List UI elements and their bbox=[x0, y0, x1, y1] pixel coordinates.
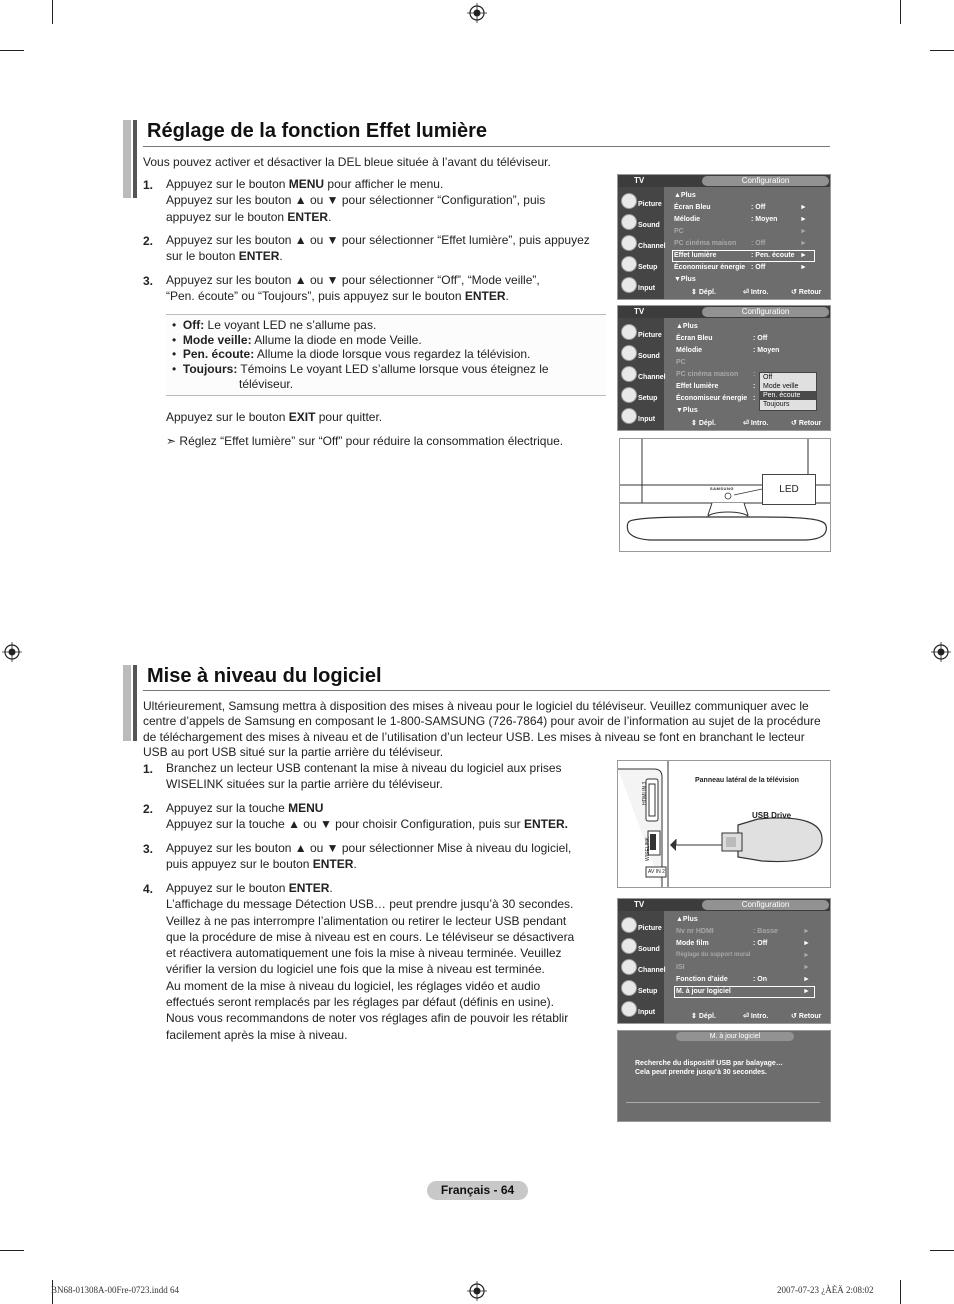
osd-hint-back: Retour bbox=[798, 1013, 822, 1020]
input-icon bbox=[621, 408, 637, 424]
setup-icon bbox=[621, 980, 637, 996]
step-text: Appuyez sur la touche bbox=[166, 801, 289, 815]
step-text: Appuyez sur les bouton ▲ ou ▼ pour sélectionner “Effet lumière”, puis appuyez bbox=[166, 233, 590, 247]
step-text: Appuyez sur le bouton bbox=[166, 177, 289, 191]
crop-mark bbox=[0, 50, 24, 51]
step-text: sur le bouton bbox=[166, 249, 239, 264]
port-label: WISELINK bbox=[645, 837, 651, 861]
step-text: Au moment de la mise à niveau du logiciel, les réglages vidéo et audio bbox=[166, 978, 541, 993]
step-text: Nous vous recommandons de noter vos réglages afin de pouvoir les rétablir bbox=[166, 1011, 569, 1026]
arrow-right-icon: ► bbox=[800, 216, 807, 223]
osd-side-label: Setup bbox=[638, 395, 658, 402]
osd-row-value: : Off bbox=[751, 264, 766, 271]
step-text: “Pen. écoute” ou “Toujours”, puis appuyez sur le bouton bbox=[166, 289, 465, 304]
brand-logo: SAMSUNG bbox=[710, 486, 734, 491]
step-text: que la procédure de mise à niveau est en cours. Le téléviseur se désactivera bbox=[166, 929, 575, 944]
registration-mark-icon bbox=[2, 642, 22, 662]
osd-hint-move: Dépl. bbox=[698, 1013, 716, 1020]
osd-row-label: Économiseur énergie bbox=[676, 395, 748, 402]
osd-hint-enter: Intro. bbox=[750, 1013, 769, 1020]
osd-row-label: PC bbox=[674, 228, 684, 235]
step-text: Appuyez sur les bouton ▲ ou ▼ pour sélectionner “Configuration”, puis bbox=[166, 193, 546, 208]
option-term: Off: bbox=[182, 318, 205, 332]
osd-row-label: Fonction d’aide bbox=[676, 976, 728, 983]
step-text: L’affichage du message Détection USB… peut prendre jusqu’à 30 secondes. bbox=[166, 897, 574, 912]
section-bar bbox=[133, 665, 137, 741]
dialog-divider bbox=[626, 1102, 820, 1103]
osd-more-down: ▼Plus bbox=[674, 276, 696, 283]
osd-side-label: Sound bbox=[638, 222, 660, 229]
step-number: 2. bbox=[143, 234, 154, 248]
arrow-right-icon: ► bbox=[803, 976, 810, 983]
setup-icon bbox=[621, 256, 637, 272]
step-number: 2. bbox=[143, 802, 154, 816]
step-text: . bbox=[279, 249, 283, 264]
sound-icon bbox=[621, 938, 637, 954]
dialog-title: M. à jour logiciel bbox=[676, 1032, 794, 1041]
arrow-right-icon: ► bbox=[800, 204, 807, 211]
arrow-right-icon: ► bbox=[803, 940, 810, 947]
osd-side-label: Input bbox=[638, 1009, 656, 1016]
osd-row-label: Mode film bbox=[676, 940, 709, 947]
intro-line: de téléchargement des mises à niveau et de l’utilisation d’un lecteur USB. Les mises à niveau se font en branchant le lecteur bbox=[143, 729, 805, 744]
key-label: EXIT bbox=[288, 410, 316, 424]
osd-title: Configuration bbox=[702, 176, 829, 186]
osd-hint-enter: Intro. bbox=[750, 289, 769, 296]
arrow-right-icon: ► bbox=[800, 240, 807, 247]
section-title: Réglage de la fonction Effet lumière bbox=[147, 120, 488, 142]
osd-row-label: Nv nr HDMI bbox=[676, 928, 714, 935]
arrow-right-icon: ► bbox=[803, 988, 810, 995]
intro-line: centre d’appels de Samsung en composant le 1-800-SAMSUNG (726-7864) pour avoir de l’information au sujet de la procédure bbox=[143, 714, 821, 729]
osd-row-label: Effet lumière bbox=[674, 252, 717, 259]
osd-side-label: Setup bbox=[638, 988, 658, 995]
option-item: • Toujours: Témoins Le voyant LED s’allume lorsque vous éteignez le bbox=[172, 362, 549, 376]
osd-row-value: : Off bbox=[751, 204, 766, 211]
osd-more-up: ▲Plus bbox=[674, 192, 696, 199]
step-text: Appuyez sur la touche ▲ ou ▼ pour choisir Configuration, puis sur bbox=[166, 817, 524, 832]
osd-hint-move: Dépl. bbox=[698, 289, 716, 296]
option-item: • Pen. écoute: Allume la diode lorsque vous regardez la télévision. bbox=[172, 347, 531, 361]
page-number: Français - 64 bbox=[427, 1181, 528, 1200]
osd-row-value: : bbox=[753, 395, 756, 402]
tip-arrow-icon: ➣ bbox=[166, 434, 177, 448]
led-illustration bbox=[619, 438, 831, 552]
osd-hint: ⏎ Intro. bbox=[743, 420, 769, 427]
osd-row-label: Réglage du support mural bbox=[676, 952, 751, 958]
osd-row-value: : Moyen bbox=[753, 347, 780, 354]
option-desc: téléviseur. bbox=[239, 377, 294, 391]
osd-hint: ⏎ Intro. bbox=[743, 1013, 769, 1020]
usb-illustration bbox=[617, 760, 831, 888]
arrow-right-icon: ► bbox=[803, 928, 810, 935]
step-text bbox=[166, 232, 590, 265]
arrow-right-icon: ► bbox=[803, 952, 810, 959]
step-number: 3. bbox=[143, 274, 154, 288]
osd-row-label: Écran Bleu bbox=[674, 204, 711, 211]
exit-text: Appuyez sur le bouton bbox=[166, 410, 289, 424]
osd-side-label: Picture bbox=[638, 332, 662, 339]
section-rule bbox=[143, 690, 830, 691]
section-bar bbox=[123, 120, 131, 198]
osd-hint-enter: Intro. bbox=[750, 420, 769, 427]
osd-more-up: ▲Plus bbox=[676, 916, 698, 923]
channel-icon bbox=[621, 959, 637, 975]
step-text: vérifier la version du logiciel une fois que la mise à niveau est terminée. bbox=[166, 962, 545, 977]
registration-mark-icon bbox=[931, 642, 951, 662]
option-term: Pen. écoute: bbox=[182, 347, 255, 361]
step-text: pour afficher le menu. bbox=[324, 177, 444, 191]
crop-mark bbox=[0, 1250, 24, 1251]
osd-side-label: Channel bbox=[638, 967, 666, 974]
crop-mark bbox=[930, 1250, 954, 1251]
step-text bbox=[166, 840, 571, 873]
osd-more-down: ▼Plus bbox=[676, 407, 698, 414]
section-bar bbox=[123, 665, 131, 741]
osd-hint: ⇕ Dépl. bbox=[691, 420, 716, 427]
section-rule bbox=[143, 146, 830, 147]
input-icon bbox=[621, 277, 637, 293]
dialog-message: Cela peut prendre jusqu’à 30 secondes. bbox=[635, 1069, 767, 1076]
exit-text: pour quitter. bbox=[315, 410, 383, 424]
osd-row-label: PC cinéma maison bbox=[676, 371, 739, 378]
intro-line: Ultérieurement, Samsung mettra à disposition des mises à niveau pour le logiciel du téléviseur. Veuillez communiquer avec le bbox=[143, 699, 809, 713]
osd-row-label: PC cinéma maison bbox=[674, 240, 737, 247]
osd-row-label: ISI bbox=[676, 964, 685, 971]
osd-side-label: Picture bbox=[638, 925, 662, 932]
osd-tv-label: TV bbox=[634, 176, 645, 185]
osd-hint: ↺ Retour bbox=[791, 1013, 822, 1020]
key-label: ENTER bbox=[464, 289, 506, 304]
arrow-right-icon: ► bbox=[803, 964, 810, 971]
osd-row-label: M. à jour logiciel bbox=[676, 988, 731, 995]
step-text: . bbox=[353, 857, 357, 872]
step-text bbox=[166, 880, 574, 1043]
crop-mark bbox=[52, 0, 53, 24]
tv-osd-menu bbox=[617, 305, 831, 431]
port-label: HDMI IN 3 bbox=[642, 781, 648, 805]
osd-row-value: : bbox=[753, 371, 756, 378]
osd-sidebar bbox=[618, 318, 664, 430]
osd-row-label: Mélodie bbox=[674, 216, 701, 223]
osd-hint: ⇕ Dépl. bbox=[691, 1013, 716, 1020]
registration-mark-icon bbox=[467, 3, 487, 23]
step-text: Veillez à ne pas interrompre l’alimentation ou retirer le lecteur USB pendant bbox=[166, 913, 567, 928]
step-text: facilement après la mise à niveau. bbox=[166, 1027, 348, 1042]
key-label: MENU bbox=[288, 177, 325, 191]
osd-popup-item-selected: Pen. écoute bbox=[760, 391, 816, 400]
sound-icon bbox=[621, 214, 637, 230]
picture-icon bbox=[621, 193, 637, 209]
option-item: • Mode veille: Allume la diode en mode Veille. bbox=[172, 333, 422, 347]
section-bar bbox=[133, 120, 137, 198]
arrow-right-icon: ► bbox=[800, 252, 807, 259]
osd-side-label: Input bbox=[638, 416, 656, 423]
osd-row-value: : Basse bbox=[753, 928, 778, 935]
usb-drive-caption: USB Drive bbox=[752, 811, 792, 820]
registration-mark-icon bbox=[467, 1281, 487, 1301]
option-desc: Le voyant LED ne s’allume pas. bbox=[204, 318, 377, 332]
osd-hint: ↺ Retour bbox=[791, 289, 822, 296]
step-text: Appuyez sur les bouton ▲ ou ▼ pour sélectionner Mise à niveau du logiciel, bbox=[166, 841, 572, 855]
osd-row-value: : Off bbox=[753, 940, 768, 947]
step-text: WISELINK situées sur la partie arrière du téléviseur. bbox=[166, 777, 443, 792]
osd-tv-label: TV bbox=[634, 307, 645, 316]
picture-icon bbox=[621, 324, 637, 340]
port-label: AV IN 2 bbox=[648, 869, 665, 875]
arrow-right-icon: ► bbox=[800, 228, 807, 235]
step-text: Appuyez sur le bouton bbox=[166, 881, 289, 895]
osd-hint: ⇕ Dépl. bbox=[691, 289, 716, 296]
step-text: Appuyez sur les bouton ▲ ou ▼ pour sélectionner “Off”, “Mode veille”, bbox=[166, 273, 540, 287]
osd-hint-move: Dépl. bbox=[698, 420, 716, 427]
step-text: . bbox=[329, 881, 333, 895]
step-number: 3. bbox=[143, 842, 154, 856]
step-number: 4. bbox=[143, 882, 154, 896]
osd-popup-item: Off bbox=[763, 374, 773, 381]
tv-osd-menu bbox=[617, 898, 831, 1024]
osd-row-label: Effet lumière bbox=[676, 383, 719, 390]
osd-popup-list bbox=[759, 372, 817, 411]
tv-osd-menu bbox=[617, 174, 831, 300]
option-term: Toujours: bbox=[182, 362, 238, 376]
panel-caption: Panneau latéral de la télévision bbox=[695, 777, 799, 784]
osd-side-label: Sound bbox=[638, 946, 660, 953]
key-label: ENTER bbox=[312, 857, 354, 872]
step-text: puis appuyez sur le bouton bbox=[166, 857, 313, 872]
step-text: . bbox=[328, 209, 332, 224]
step-text bbox=[166, 760, 562, 793]
osd-row-value: : bbox=[753, 383, 756, 390]
osd-hint-back: Retour bbox=[798, 289, 822, 296]
option-desc: Témoins Le voyant LED s’allume lorsque vous éteignez le bbox=[237, 362, 549, 376]
setup-icon bbox=[621, 387, 637, 403]
key-label: MENU bbox=[288, 801, 324, 815]
osd-sidebar bbox=[618, 187, 664, 299]
channel-icon bbox=[621, 366, 637, 382]
osd-row-label: Mélodie bbox=[676, 347, 703, 354]
step-text: Branchez un lecteur USB contenant la mise à niveau du logiciel aux prises bbox=[166, 761, 562, 775]
picture-icon bbox=[621, 917, 637, 933]
osd-popup-item: Toujours bbox=[763, 401, 790, 408]
osd-title: Configuration bbox=[702, 900, 829, 910]
dialog-message: Recherche du dispositif USB par balayage… bbox=[635, 1060, 783, 1067]
osd-more-up: ▲Plus bbox=[676, 323, 698, 330]
option-desc: Allume la diode lorsque vous regardez la télévision. bbox=[254, 347, 531, 361]
tip-note bbox=[166, 434, 563, 449]
crop-mark bbox=[900, 0, 901, 24]
osd-hint-back: Retour bbox=[798, 420, 822, 427]
step-text: et réactivera automatiquement une fois la mise à niveau terminée. Veuillez bbox=[166, 946, 562, 961]
option-desc: Allume la diode en mode Veille. bbox=[251, 333, 422, 347]
update-dialog bbox=[617, 1030, 831, 1122]
key-label: ENTER bbox=[238, 249, 280, 264]
crop-mark bbox=[930, 50, 954, 51]
channel-icon bbox=[621, 235, 637, 251]
osd-hint: ⏎ Intro. bbox=[743, 289, 769, 296]
osd-side-label: Picture bbox=[638, 201, 662, 208]
osd-row-value: : Pen. écoute bbox=[751, 252, 795, 259]
intro-text: Vous pouvez activer et désactiver la DEL bleue située à l’avant du téléviseur. bbox=[143, 155, 551, 169]
option-item: • Off: Le voyant LED ne s’allume pas. bbox=[172, 318, 377, 332]
crop-mark bbox=[900, 1280, 901, 1304]
osd-side-label: Setup bbox=[638, 264, 658, 271]
key-label: ENTER bbox=[288, 881, 330, 895]
osd-side-label: Sound bbox=[638, 353, 660, 360]
osd-title: Configuration bbox=[702, 307, 829, 317]
osd-tv-label: TV bbox=[634, 900, 645, 909]
osd-row-label: Économiseur énergie bbox=[674, 264, 746, 271]
osd-row-label: Écran Bleu bbox=[676, 335, 713, 342]
exit-instruction bbox=[166, 410, 382, 425]
step-number: 1. bbox=[143, 178, 154, 192]
osd-row-value: : Moyen bbox=[751, 216, 778, 223]
intro-paragraph bbox=[143, 699, 821, 760]
step-text: appuyez sur le bouton bbox=[166, 209, 288, 224]
sound-icon bbox=[621, 345, 637, 361]
led-callout-label: LED bbox=[762, 474, 816, 505]
step-number: 1. bbox=[143, 762, 154, 776]
tip-text: Réglez “Effet lumière” sur “Off” pour réduire la consommation électrique. bbox=[179, 434, 564, 448]
step-text bbox=[166, 272, 540, 305]
osd-row-value: : On bbox=[753, 976, 767, 983]
arrow-right-icon: ► bbox=[800, 264, 807, 271]
osd-side-label: Input bbox=[638, 285, 656, 292]
osd-side-label: Channel bbox=[638, 374, 666, 381]
intro-line: USB au port USB situé sur la partie arrière du téléviseur. bbox=[143, 744, 444, 759]
print-slug: 2007-07-23 ¿ÀÈÄ 2:08:02 bbox=[777, 1285, 874, 1295]
osd-row-value: : Off bbox=[751, 240, 766, 247]
section-title: Mise à niveau du logiciel bbox=[147, 665, 382, 687]
key-label: ENTER. bbox=[523, 817, 568, 832]
print-slug: BN68-01308A-00Fre-0723.indd 64 bbox=[51, 1285, 179, 1295]
step-text: . bbox=[505, 289, 509, 304]
osd-sidebar bbox=[618, 911, 664, 1023]
osd-popup-item: Mode veille bbox=[763, 383, 799, 390]
input-icon bbox=[621, 1001, 637, 1017]
step-text bbox=[166, 176, 545, 225]
osd-hint: ↺ Retour bbox=[791, 420, 822, 427]
osd-row-label: PC bbox=[676, 359, 686, 366]
step-text: effectués seront remplacés par les réglages par défaut (définis en usine). bbox=[166, 995, 554, 1010]
osd-row-value: : Off bbox=[753, 335, 768, 342]
key-label: ENTER bbox=[287, 209, 329, 224]
option-term: Mode veille: bbox=[182, 333, 252, 347]
osd-side-label: Channel bbox=[638, 243, 666, 250]
step-text bbox=[166, 800, 568, 833]
